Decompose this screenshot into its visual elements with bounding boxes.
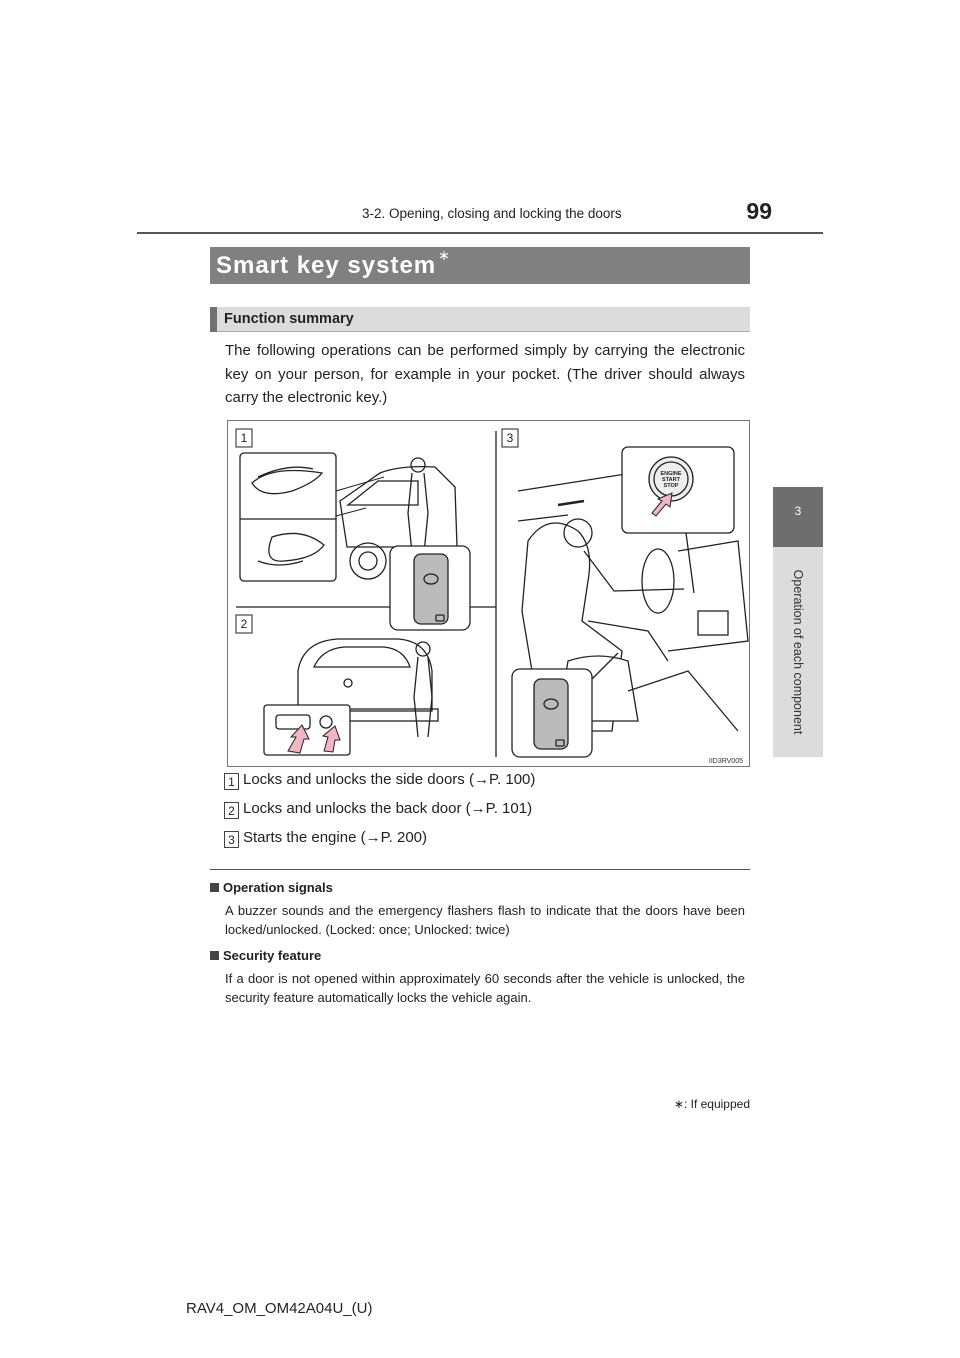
- list-text: Locks and unlocks the side doors (→P. 100): [243, 771, 536, 788]
- section-title: 3-2. Opening, closing and locking the doors: [362, 206, 622, 221]
- door-handle-inset: [240, 453, 336, 581]
- electronic-key-3: [534, 679, 568, 749]
- button-label-start: START: [662, 477, 680, 483]
- chapter-title: Operation of each component: [791, 569, 805, 735]
- page-title-text: Smart key system: [216, 252, 437, 279]
- intro-paragraph: The following operations can be performed simply by carrying the electronic key on your person, for example in your pocket. (The driver should always carry the electronic key.): [225, 342, 745, 406]
- list-text: Locks and unlocks the back door (→P. 101): [243, 800, 533, 817]
- note-heading: [210, 948, 321, 963]
- page-title: [216, 247, 451, 280]
- note-heading: [210, 880, 333, 895]
- note-heading-text: Security feature: [223, 948, 322, 963]
- illustration-drawing: [228, 421, 750, 767]
- button-label-engine: ENGINE: [660, 471, 682, 477]
- button-label-stop: STOP: [663, 483, 679, 489]
- square-bullet-icon: [210, 883, 219, 892]
- figure-code: IID3RV005: [708, 758, 743, 765]
- list-number: 1: [224, 773, 239, 790]
- footnote: ∗: If equipped: [673, 1097, 750, 1111]
- subsection-marker: [210, 307, 217, 332]
- square-bullet-icon: [210, 951, 219, 960]
- note-body: If a door is not opened within approximately 60 seconds after the vehicle is unlocked, the security feature automatically locks the vehicle again.: [225, 971, 745, 1005]
- if-equipped-mark: ∗: [438, 247, 451, 263]
- note-heading-text: Operation signals: [223, 880, 333, 895]
- callout-1-label: 1: [240, 431, 248, 445]
- back-door-inset: [264, 705, 350, 755]
- document-code: RAV4_OM_OM42A04U_(U): [186, 1300, 373, 1317]
- chapter-number: 3: [794, 504, 802, 518]
- steering-wheel: [642, 549, 674, 613]
- callout-3-label: 3: [506, 431, 514, 445]
- page-number: 99: [746, 198, 772, 224]
- section-rule: [210, 869, 750, 870]
- list-number: 3: [224, 831, 239, 848]
- vehicle-rear: [298, 639, 432, 711]
- subsection-title: Function summary: [224, 311, 354, 327]
- vehicle-side: [340, 467, 457, 547]
- electronic-key-1: [414, 554, 448, 624]
- list-number: 2: [224, 802, 239, 819]
- list-text: Starts the engine (→P. 200): [243, 829, 427, 846]
- callout-2-label: 2: [240, 617, 248, 631]
- header-rule: [137, 232, 823, 234]
- illustration: [227, 420, 750, 767]
- note-body: A buzzer sounds and the emergency flashers flash to indicate that the doors have been locked/unlocked. (Locked: once; Unlocked: twice): [225, 903, 745, 937]
